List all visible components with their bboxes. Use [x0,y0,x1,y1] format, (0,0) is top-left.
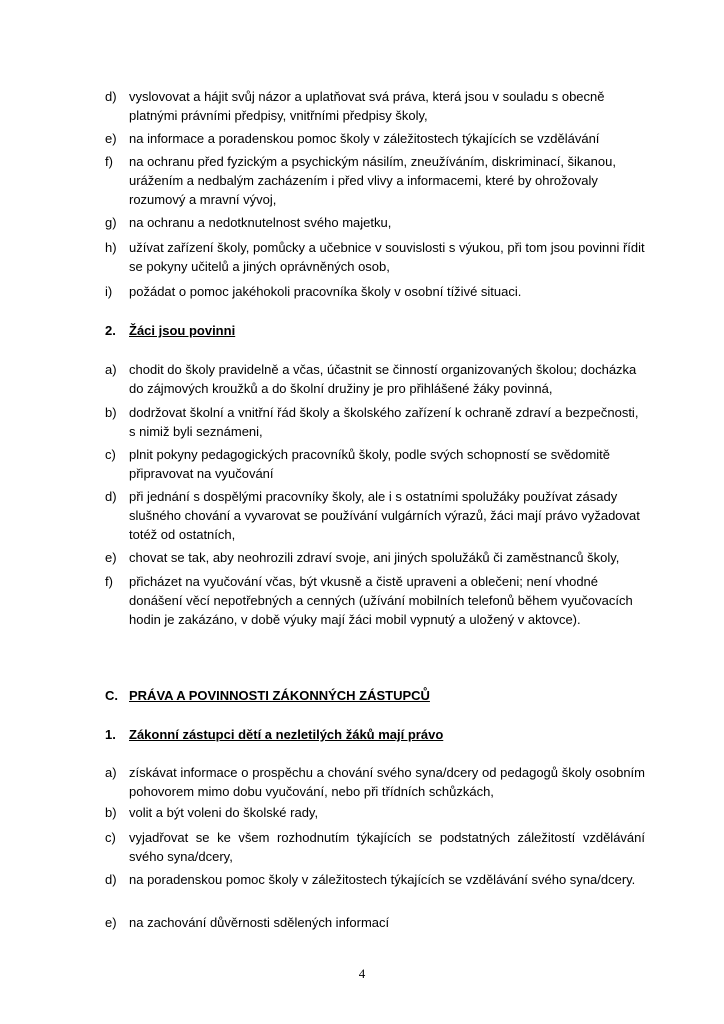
list-item-text: chovat se tak, aby neohrozili zdraví svoje, ani jiných spolužáků či zaměstnanců školy, [129,550,620,565]
list-item-text: na ochranu a nedotknutelnost svého majetku, [129,215,392,230]
list-item-text: na ochranu před fyzickým a psychickým násilím, zneužíváním, diskriminací, šikanou, urážením a nedbalým zacházením i před vlivy a informacemi, které by ohrožovaly rozumový a mravní vývoj, [129,154,616,207]
list-item-label: f) [105,574,113,589]
list-item-label: d) [105,872,117,887]
list-item-text: na zachování důvěrnosti sdělených informací [129,915,390,930]
list-item [105,403,645,441]
section-number: 2. [105,323,116,338]
list-item-text: požádat o pomoc jakéhokoli pracovníka školy v osobní tíživé situaci. [129,284,522,299]
list-item-label: b) [105,405,117,420]
list-item-text: získávat informace o prospěchu a chování svého syna/dcery od pedagogů školy osobním pohovorem mimo dobu vyučování, nebo při třídních schůzkách, [129,765,645,799]
list-item-label: c) [105,447,116,462]
list-item-text: dodržovat školní a vnitřní řád školy a školského zařízení k ochraně zdraví a bezpečnosti, s nimiž byli seznámeni, [129,405,639,439]
list-item-text: na informace a poradenskou pomoc školy v záležitostech týkajících se vzdělávání [129,131,600,146]
chapter-letter: C. [105,688,118,703]
list-item-label: e) [105,550,117,565]
section-title: Žáci jsou povinni [129,323,236,338]
list-item-label: g) [105,215,117,230]
list-item-label: c) [105,830,116,845]
list-item-label: d) [105,89,117,104]
list-item-text: plnit pokyny pedagogických pracovníků školy, podle svých schopností se svědomitě připravovat na vyučování [129,447,611,481]
list-item [105,152,645,209]
list-item [105,445,645,483]
list-item [105,763,645,801]
list-item-label: b) [105,805,117,820]
section-heading [105,725,443,744]
section-number: 1. [105,727,116,742]
list-item [105,238,645,276]
list-item [105,360,645,398]
list-item-label: a) [105,362,117,377]
list-item [105,282,645,301]
list-item-text: přicházet na vyučování včas, být vkusně a čistě upraveni a oblečeni; není vhodné donášení věcí nepotřebných a cenných (užívání mobilních telefonů během vyučovacích hodin je zakázáno, v době výuky mají žáci mobil vypnutý a uložený v aktovce). [129,574,633,627]
list-item-text: vyjadřovat se ke všem rozhodnutím týkajících se podstatných záležitostí vzdělávání svého syna/dcery, [129,830,645,864]
list-item [105,548,645,567]
list-item-label: d) [105,489,117,504]
list-item-label: e) [105,131,117,146]
list-item [105,213,645,232]
section-heading [105,321,235,340]
page-number: 4 [358,966,366,981]
list-item-label: f) [105,154,113,169]
list-item-text: volit a být voleni do školské rady, [129,805,319,820]
list-item [105,870,645,889]
list-item-text: vyslovovat a hájit svůj názor a uplatňovat svá práva, která jsou v souladu s obecně platnými právními předpisy, vnitřními předpisy školy, [129,89,605,123]
list-item-text: užívat zařízení školy, pomůcky a učebnice v souvislosti s výukou, při tom jsou povinni řídit se pokyny učitelů a jiných oprávněných osob, [129,240,645,274]
list-item [105,803,645,822]
list-item-label: i) [105,284,113,299]
list-item [105,913,645,932]
list-item [105,572,645,629]
list-item [105,87,645,125]
list-item-text: na poradenskou pomoc školy v záležitostech týkajících se vzdělávání svého syna/dcery. [129,872,636,887]
list-item-text: chodit do školy pravidelně a včas, účastnit se činností organizovaných školou; docházka do zájmových kroužků a do školní družiny je pro přihlášené žáky povinná, [129,362,637,396]
list-item-label: e) [105,915,117,930]
list-item [105,487,645,544]
list-item-label: h) [105,240,117,255]
list-item-label: a) [105,765,117,780]
list-item [105,828,645,866]
list-item [105,129,645,148]
chapter-heading [105,686,430,705]
section-title: Zákonní zástupci dětí a nezletilých žáků mají právo [129,727,444,742]
list-item-text: při jednání s dospělými pracovníky školy, ale i s ostatními spolužáky používat zásady slušného chování a vyvarovat se používání vulgárních výrazů, žáci mají právo vyžadovat totéž od ostatních, [129,489,640,542]
chapter-title: PRÁVA A POVINNOSTI ZÁKONNÝCH ZÁSTUPCŮ [129,688,430,703]
